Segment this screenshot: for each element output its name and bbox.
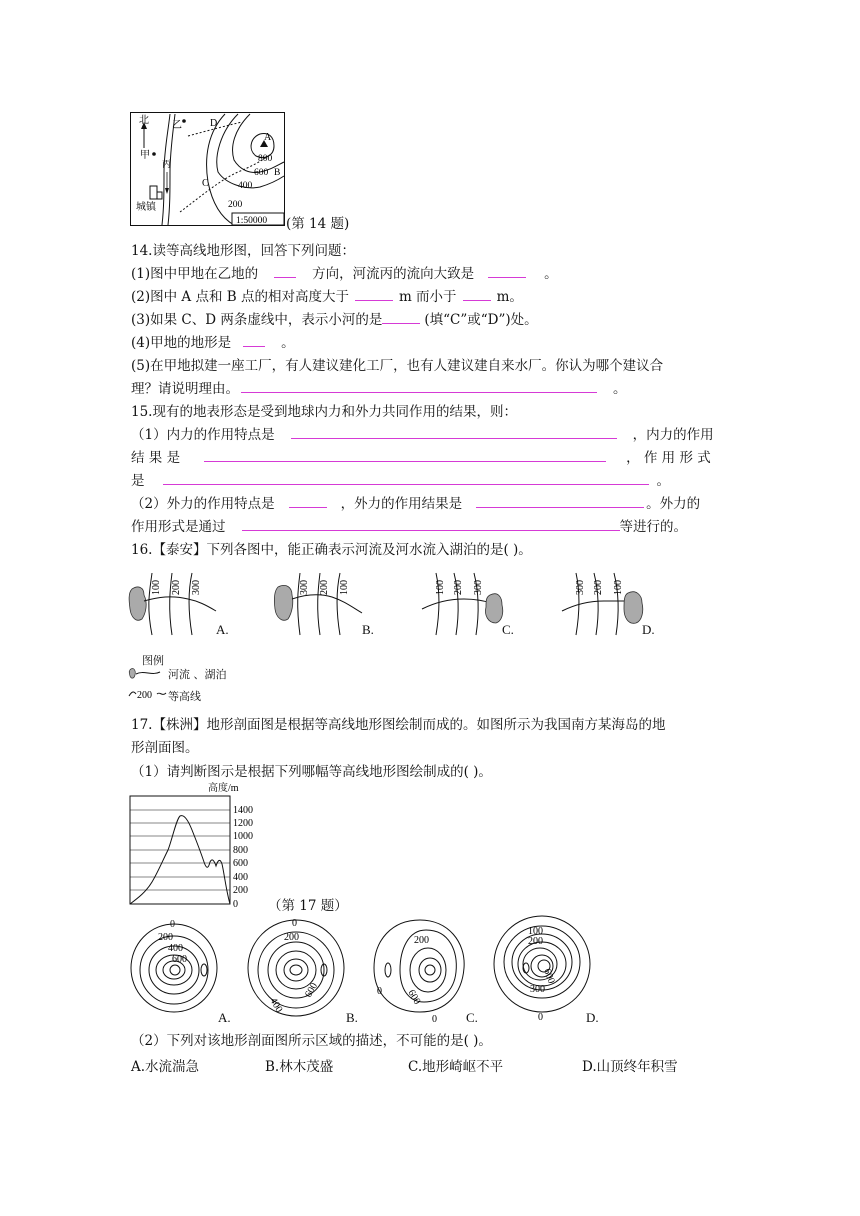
q17-label-a: A. (218, 1010, 231, 1025)
svg-text:200: 200 (233, 885, 248, 896)
answer-blank-1[interactable] (274, 265, 296, 278)
svg-text:100: 100 (151, 580, 162, 595)
svg-text:300: 300 (530, 984, 545, 995)
q17-label-b: B. (346, 1010, 358, 1025)
pt-c-label: C (202, 178, 209, 189)
answer-blank-3[interactable] (355, 288, 393, 301)
q15-stem: 15.现有的地表形态是受到地球内力和外力共同作用的结果，则： (131, 404, 517, 420)
q16-label-c: C. (502, 622, 514, 637)
q17-label-c: C. (466, 1010, 478, 1025)
svg-text:0: 0 (233, 899, 238, 910)
svg-text:1200: 1200 (233, 818, 253, 829)
svg-text:0: 0 (538, 1012, 543, 1023)
svg-text:200: 200 (158, 932, 173, 943)
answer-blank-13[interactable] (242, 518, 620, 531)
q17-label-d: D. (586, 1010, 599, 1025)
answer-blank-12[interactable] (476, 495, 644, 508)
q15-line4: （2）外力的作用特点是 ，外力的作用结果是 。外力的 (131, 496, 701, 512)
q17-map-d[interactable] (492, 914, 592, 1023)
jia-point (152, 152, 156, 156)
legend-contour: 等高线 (168, 690, 201, 703)
q17-map-a[interactable] (128, 916, 220, 1016)
svg-text:0: 0 (377, 986, 382, 997)
pt-d-label: D (210, 118, 218, 129)
svg-text:100: 100 (435, 580, 446, 595)
q16-stem: 16.【泰安】下列各图中，能正确表示河流及河水流入湖泊的是( )。 (131, 542, 532, 558)
svg-text:600: 600 (405, 988, 423, 1007)
svg-text:100: 100 (339, 580, 350, 595)
svg-text:400: 400 (233, 872, 248, 883)
q17-profile-chart (128, 780, 268, 910)
bing-label: 丙 (162, 159, 172, 169)
answer-blank-7[interactable] (241, 380, 597, 393)
svg-text:0: 0 (432, 1014, 437, 1025)
svg-text:200: 200 (284, 932, 299, 943)
choice-b[interactable]: B.林木茂盛 (265, 1059, 334, 1075)
q16-legend (128, 652, 258, 704)
q17-map-b[interactable] (246, 914, 346, 1018)
svg-text:300: 300 (575, 580, 586, 595)
legend-title: 图例 (142, 654, 164, 667)
q17-map-c[interactable] (370, 916, 470, 1025)
yi-label: 乙 (172, 120, 182, 131)
legend-water: 河流 、湖泊 (168, 668, 227, 681)
north-label: 北 (139, 115, 149, 126)
pt-b-label: B (274, 168, 281, 178)
svg-text:800: 800 (258, 154, 273, 164)
answer-blank-4[interactable] (463, 288, 491, 301)
svg-text:100: 100 (613, 580, 624, 595)
svg-text:300: 300 (191, 580, 202, 595)
answer-blank-2[interactable] (488, 265, 526, 278)
svg-text:600: 600 (233, 858, 248, 869)
svg-text:300: 300 (299, 580, 310, 595)
q17-stem-cont: 形剖面图。 (131, 740, 199, 756)
map-scale: 1:50000 (236, 216, 268, 226)
legend-lake-icon (128, 666, 168, 682)
town-label: 城镇 (136, 202, 156, 213)
svg-text:600: 600 (254, 168, 269, 178)
q17-caption: （第 17 题） (268, 898, 348, 914)
q15-line3: 是 。 (131, 473, 670, 489)
q15-line1: （1）内力的作用特点是 ，内力的作用 (131, 427, 714, 443)
lake-icon (129, 587, 146, 620)
choice-a[interactable]: A.水流湍急 (131, 1059, 200, 1075)
q14-part4: (4)甲地的地形是 。 (131, 335, 295, 351)
svg-text:400: 400 (238, 181, 253, 191)
svg-text:200: 200 (453, 580, 464, 595)
q14-part2: (2)图中 A 点和 B 点的相对高度大于 m 而小于 m。 (131, 289, 523, 305)
q15-line5: 作用形式是通过 等进行的。 (131, 519, 687, 535)
svg-text:200: 200 (319, 580, 330, 595)
svg-text:200: 200 (171, 580, 182, 595)
svg-text:0: 0 (170, 919, 175, 930)
q14-part5-cont: 理？请说明理由。 。 (131, 381, 627, 397)
svg-text:200: 200 (137, 690, 152, 701)
svg-text:600: 600 (541, 967, 557, 986)
profile-line (130, 816, 230, 904)
q17-stem: 17.【株洲】地形剖面图是根据等高线地形图绘制而成的。如图所示为我国南方某海岛的地 (131, 717, 666, 733)
q16-label-d: D. (642, 622, 655, 637)
q15-line2: 结 果 是 ， 作 用 形 式 (131, 450, 711, 466)
answer-blank-5[interactable] (382, 311, 420, 324)
svg-text:200: 200 (528, 936, 543, 947)
svg-text:400: 400 (168, 943, 183, 954)
q16-label-b: B. (362, 622, 374, 637)
svg-text:400: 400 (267, 996, 285, 1015)
svg-text:600: 600 (303, 981, 321, 1000)
svg-text:200: 200 (228, 200, 243, 210)
jia-label: 甲 (140, 150, 150, 161)
svg-text:1400: 1400 (233, 805, 253, 816)
q14-contour-map (130, 112, 286, 228)
q17-sub1: （1）请判断图示是根据下列哪幅等高线地形图绘制成的( )。 (131, 764, 492, 780)
svg-text:0: 0 (292, 918, 297, 929)
chart-ylabel: 高度/m (208, 783, 239, 794)
answer-blank-11[interactable] (289, 495, 327, 508)
svg-text:200: 200 (593, 580, 604, 595)
q14-part1: (1)图中甲地在乙地的 方向，河流丙的流向大致是 。 (131, 266, 558, 282)
svg-text:600: 600 (172, 954, 187, 965)
svg-text:1000: 1000 (233, 831, 253, 842)
svg-text:300: 300 (473, 580, 484, 595)
choice-c[interactable]: C.地形崎岖不平 (408, 1059, 504, 1075)
yi-point (182, 119, 186, 123)
q14-part5: (5)在甲地拟建一座工厂，有人建议建化工厂，也有人建议建自来水厂。你认为哪个建议合 (131, 358, 664, 374)
svg-text:100: 100 (528, 926, 543, 937)
q17-sub2: （2）下列对该地形剖面图所示区域的描述，不可能的是( )。 (131, 1033, 492, 1049)
q16-label-a: A. (216, 622, 229, 637)
q14-caption: (第 14 题) (286, 216, 350, 232)
answer-blank-8[interactable] (291, 426, 617, 439)
svg-text:200: 200 (414, 935, 429, 946)
answer-blank-9[interactable] (204, 449, 606, 462)
answer-blank-10[interactable] (163, 472, 649, 485)
choice-d[interactable]: D.山顶终年积雪 (582, 1059, 678, 1075)
q14-part3: (3)如果 C、D 两条虚线中，表示小河的是 (填“C”或“D”)处。 (131, 312, 538, 328)
q14-stem: 14.读等高线地形图，回答下列问题： (131, 243, 355, 259)
svg-text:800: 800 (233, 845, 248, 856)
answer-blank-6[interactable] (243, 334, 265, 347)
pt-a-label: A (264, 132, 272, 143)
